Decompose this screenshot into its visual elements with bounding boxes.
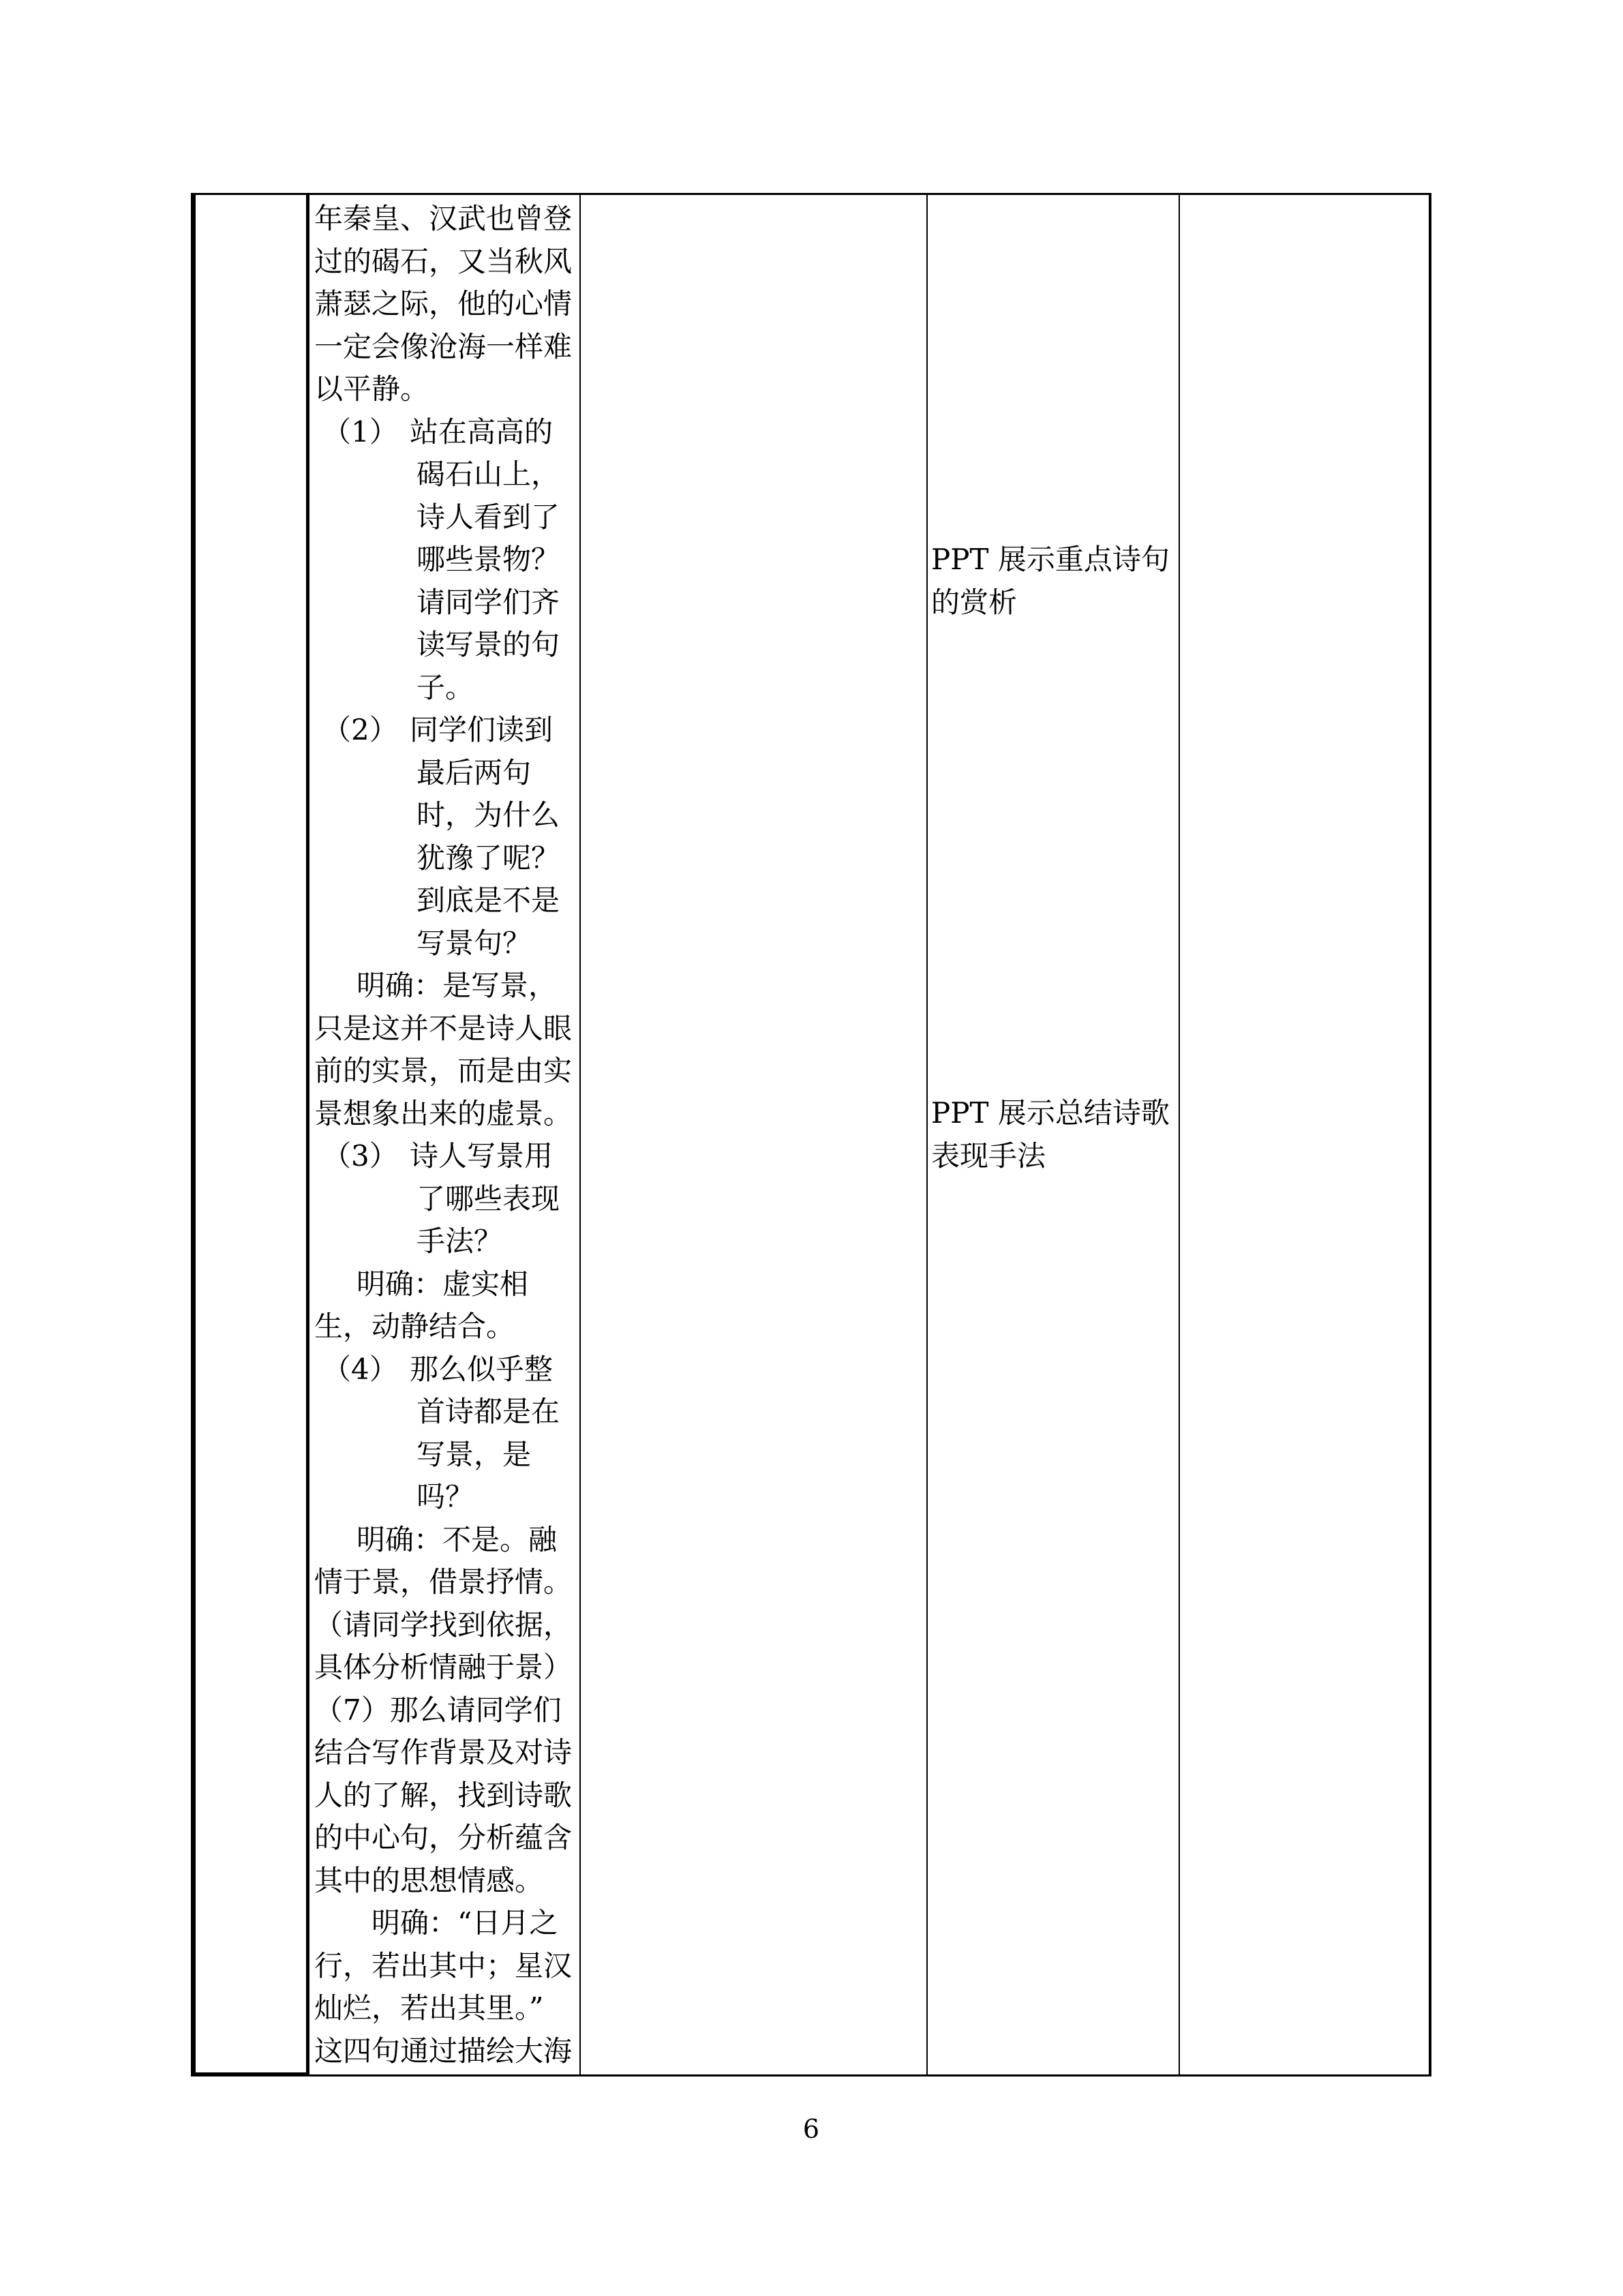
content-line: 明确：不是。融 bbox=[357, 1522, 558, 1556]
content-line: 灿烂，若出其里。” bbox=[314, 1991, 544, 2025]
content-line: 吗？ bbox=[416, 1480, 474, 1513]
page-number: 6 bbox=[802, 2114, 820, 2144]
ppt-note-key-lines bbox=[931, 539, 1170, 624]
content-line: （7）那么请同学们 bbox=[314, 1693, 562, 1727]
item-text: 诗人写景用 bbox=[410, 1139, 553, 1173]
content-line: 明确：虚实相 bbox=[357, 1267, 529, 1301]
content-line: 明确：是写景， bbox=[357, 969, 558, 1002]
content-line: 犹豫了呢？ bbox=[416, 841, 560, 875]
content-line: 时，为什么 bbox=[416, 798, 560, 832]
note-line: PPT 展示总结诗歌 bbox=[931, 1096, 1170, 1130]
content-line: 这四句通过描绘大海 bbox=[314, 2034, 573, 2068]
content-line: 请同学们齐 bbox=[416, 585, 560, 619]
content-line: 到底是不是 bbox=[416, 883, 560, 917]
content-line: 具体分析情融于景） bbox=[314, 1650, 573, 1684]
content-line: 年秦皇、汉武也曾登 bbox=[314, 202, 573, 235]
content-line: 的中心句，分析蕴含 bbox=[314, 1821, 573, 1854]
content-line: 诗人看到了 bbox=[416, 500, 560, 534]
content-line: 子。 bbox=[416, 670, 474, 704]
table-top-border bbox=[193, 193, 1431, 195]
content-line: 哪些景物？ bbox=[416, 543, 560, 576]
note-line: PPT 展示重点诗句 bbox=[931, 543, 1170, 576]
ppt-note-techniques bbox=[931, 1092, 1170, 1177]
content-line: 了哪些表现 bbox=[416, 1181, 560, 1215]
content-line: 情于景，借景抒情。 bbox=[314, 1565, 573, 1599]
content-line bbox=[314, 1348, 577, 1391]
content-line: 首诗都是在 bbox=[416, 1395, 560, 1428]
content-line: 行，若出其中；星汉 bbox=[314, 1948, 573, 1982]
table-bottom-border-thick bbox=[193, 2072, 309, 2076]
column-divider-2 bbox=[579, 193, 581, 2076]
content-line: 景想象出来的虚景。 bbox=[314, 1096, 573, 1130]
content-line: （请同学找到依据， bbox=[314, 1607, 573, 1642]
content-line: 萧瑟之际，他的心情 bbox=[314, 287, 573, 320]
content-line bbox=[314, 1135, 577, 1178]
content-line: 人的了解，找到诗歌 bbox=[314, 1778, 573, 1812]
content-line: 过的碣石，又当秋风 bbox=[314, 244, 573, 278]
item-number: （2） bbox=[322, 713, 398, 746]
table-right-border bbox=[1429, 193, 1431, 2076]
content-line: 手法？ bbox=[416, 1224, 503, 1258]
content-line: 结合写作背景及对诗 bbox=[314, 1736, 573, 1769]
item-text: 同学们读到 bbox=[410, 713, 553, 746]
content-line: 前的实景，而是由实 bbox=[314, 1054, 573, 1087]
table-left-border bbox=[191, 193, 196, 2076]
note-line: 表现手法 bbox=[931, 1138, 1046, 1173]
item-number: （1） bbox=[322, 414, 398, 449]
content-line bbox=[314, 411, 577, 454]
column-divider-3 bbox=[926, 193, 928, 2076]
note-line: 的赏析 bbox=[931, 585, 1018, 619]
content-line: 最后两句 bbox=[416, 755, 532, 789]
content-line: 读写景的句 bbox=[416, 628, 560, 661]
content-line: 一定会像沧海一样难 bbox=[314, 329, 573, 363]
content-line: 明确：“日月之 bbox=[371, 1906, 558, 1939]
item-text: 那么似乎整 bbox=[410, 1352, 553, 1386]
teaching-content-cell bbox=[314, 198, 577, 2072]
content-line: 写景句？ bbox=[416, 926, 532, 960]
content-line: 只是这并不是诗人眼 bbox=[314, 1011, 573, 1045]
content-line: 其中的思想情感。 bbox=[314, 1863, 544, 1897]
item-number: （3） bbox=[322, 1139, 398, 1173]
content-line: 生，动静结合。 bbox=[314, 1310, 515, 1343]
column-divider-4 bbox=[1179, 193, 1180, 2076]
table-bottom-border bbox=[193, 2074, 1431, 2076]
item-text: 站在高高的 bbox=[410, 414, 553, 449]
column-divider-1 bbox=[306, 193, 309, 2076]
content-line bbox=[314, 709, 577, 752]
content-line: 以平静。 bbox=[314, 372, 429, 406]
content-line: 写景，是 bbox=[416, 1437, 532, 1471]
item-number: （4） bbox=[322, 1352, 398, 1386]
content-line: 碣石山上， bbox=[416, 457, 560, 491]
